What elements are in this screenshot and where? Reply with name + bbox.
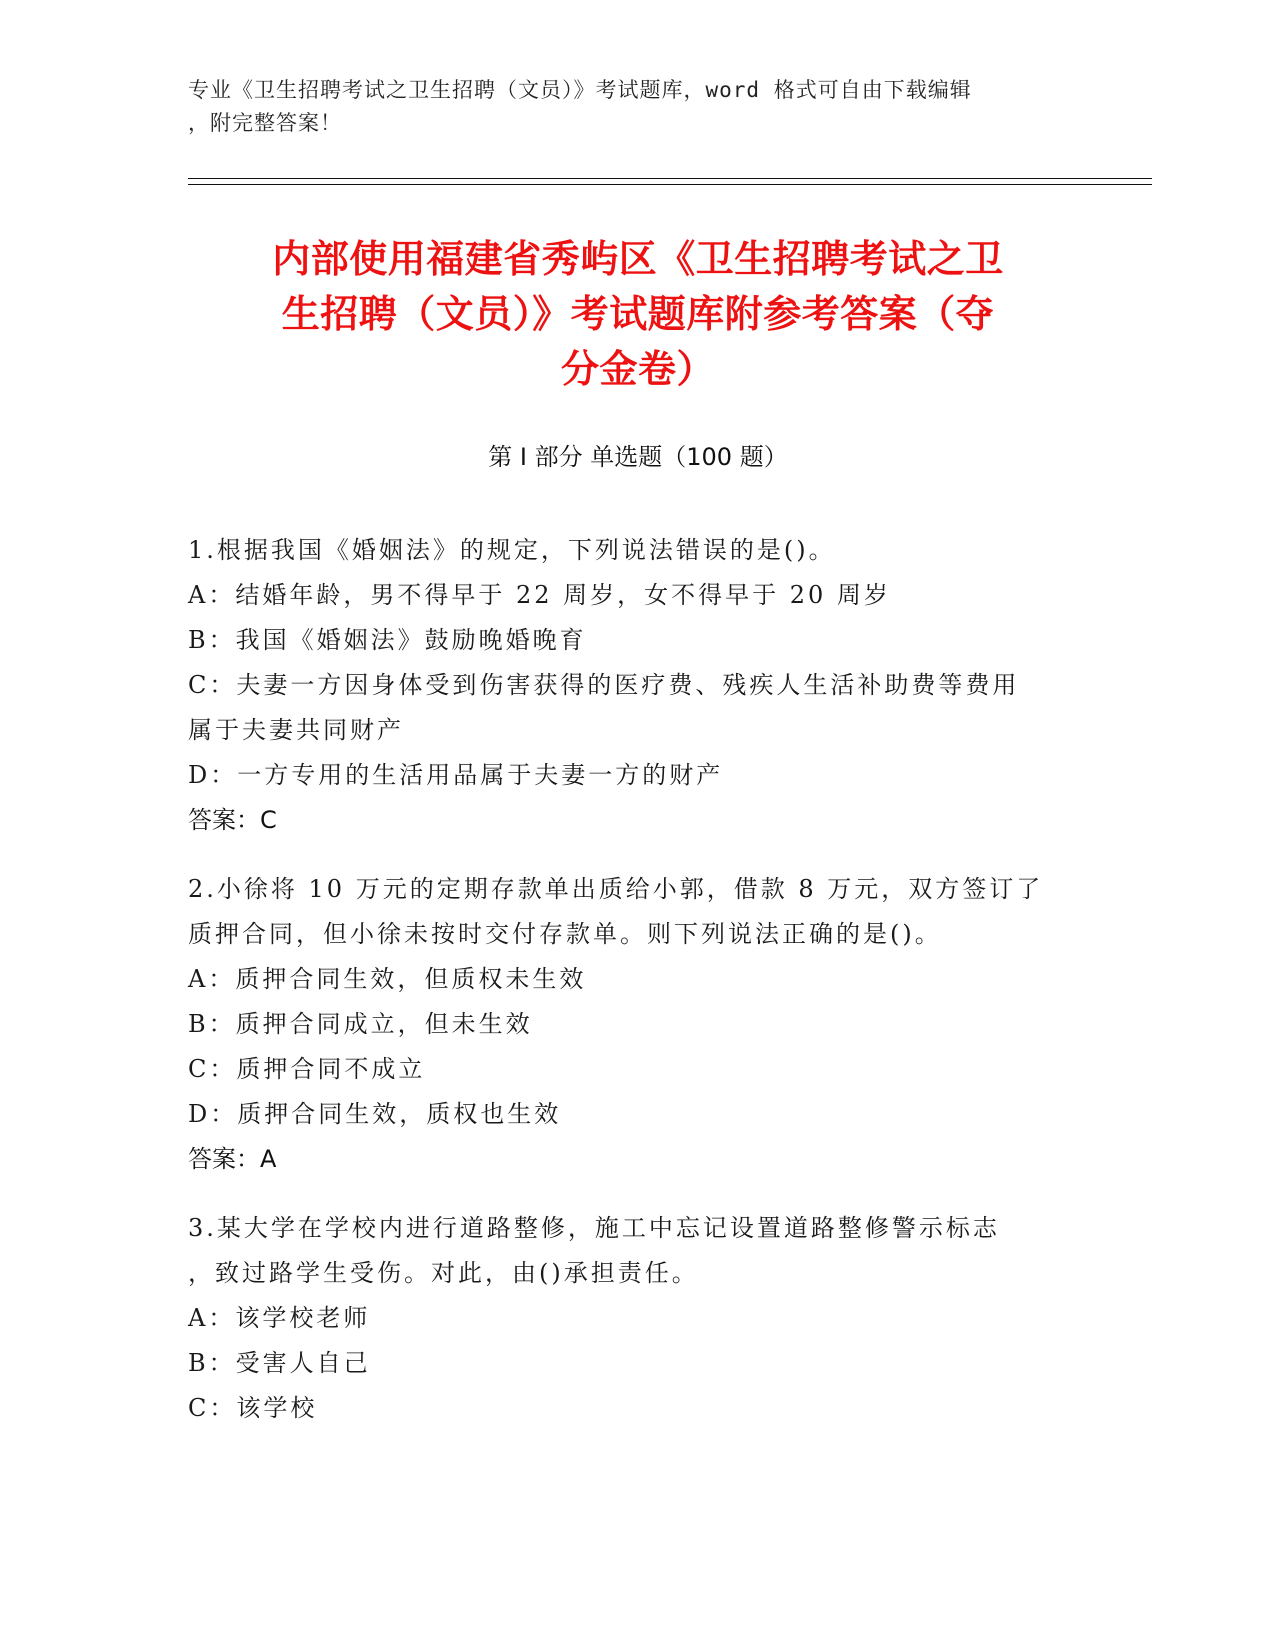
answer-option: 属于夫妻共同财产 [188, 716, 404, 744]
question-list [188, 528, 1088, 1455]
answer-option: A：结婚年龄，男不得早于 22 周岁，女不得早于 20 周岁 [188, 581, 891, 609]
question-stem: 3.某大学在学校内进行道路整修，施工中忘记设置道路整修警示标志 [188, 1214, 1000, 1242]
header-note-line: 专业《卫生招聘考试之卫生招聘（文员）》考试题库，word 格式可自由下载编辑 [188, 78, 972, 102]
question-stem: ，致过路学生受伤。对此，由()承担责任。 [188, 1259, 699, 1287]
question-stem: 质押合同，但小徐未按时交付存款单。则下列说法正确的是()。 [188, 920, 942, 948]
question-item [188, 1206, 1088, 1431]
question-stem: 2.小徐将 10 万元的定期存款单出质给小郭，借款 8 万元，双方签订了 [188, 875, 1044, 903]
section-heading: 第 I 部分 单选题（100 题） [488, 443, 788, 471]
question-item [188, 528, 1088, 843]
answer-option: A：该学校老师 [188, 1304, 371, 1332]
answer-option: D：一方专用的生活用品属于夫妻一方的财产 [188, 761, 724, 789]
answer-option: C：夫妻一方因身体受到伤害获得的医疗费、残疾人生活补助费等费用 [188, 671, 1020, 699]
header-note-line: ，附完整答案！ [188, 111, 342, 135]
document-title-line: 分金卷） [560, 347, 715, 391]
question-item [188, 867, 1088, 1182]
answer-key: 答案：C [188, 806, 277, 834]
answer-option: B：受害人自己 [188, 1349, 371, 1377]
document-title-line: 内部使用福建省秀屿区《卫生招聘考试之卫 [272, 237, 1004, 281]
document-title-line: 生招聘（文员）》考试题库附参考答案（夺 [281, 292, 995, 336]
document-title [188, 232, 1088, 397]
answer-key: 答案：A [188, 1145, 277, 1173]
header-divider-top [188, 178, 1152, 179]
question-stem: 1.根据我国《婚姻法》的规定，下列说法错误的是()。 [188, 536, 836, 564]
answer-option: B：质押合同成立，但未生效 [188, 1010, 533, 1038]
answer-option: A：质押合同生效，但质权未生效 [188, 965, 587, 993]
header-divider-bottom [188, 184, 1152, 185]
answer-option: B：我国《婚姻法》鼓励晚婚晚育 [188, 626, 587, 654]
answer-option: D：质押合同生效，质权也生效 [188, 1100, 562, 1128]
answer-option: C：该学校 [188, 1394, 318, 1422]
answer-option: C：质押合同不成立 [188, 1055, 426, 1083]
header-note [188, 74, 1088, 140]
